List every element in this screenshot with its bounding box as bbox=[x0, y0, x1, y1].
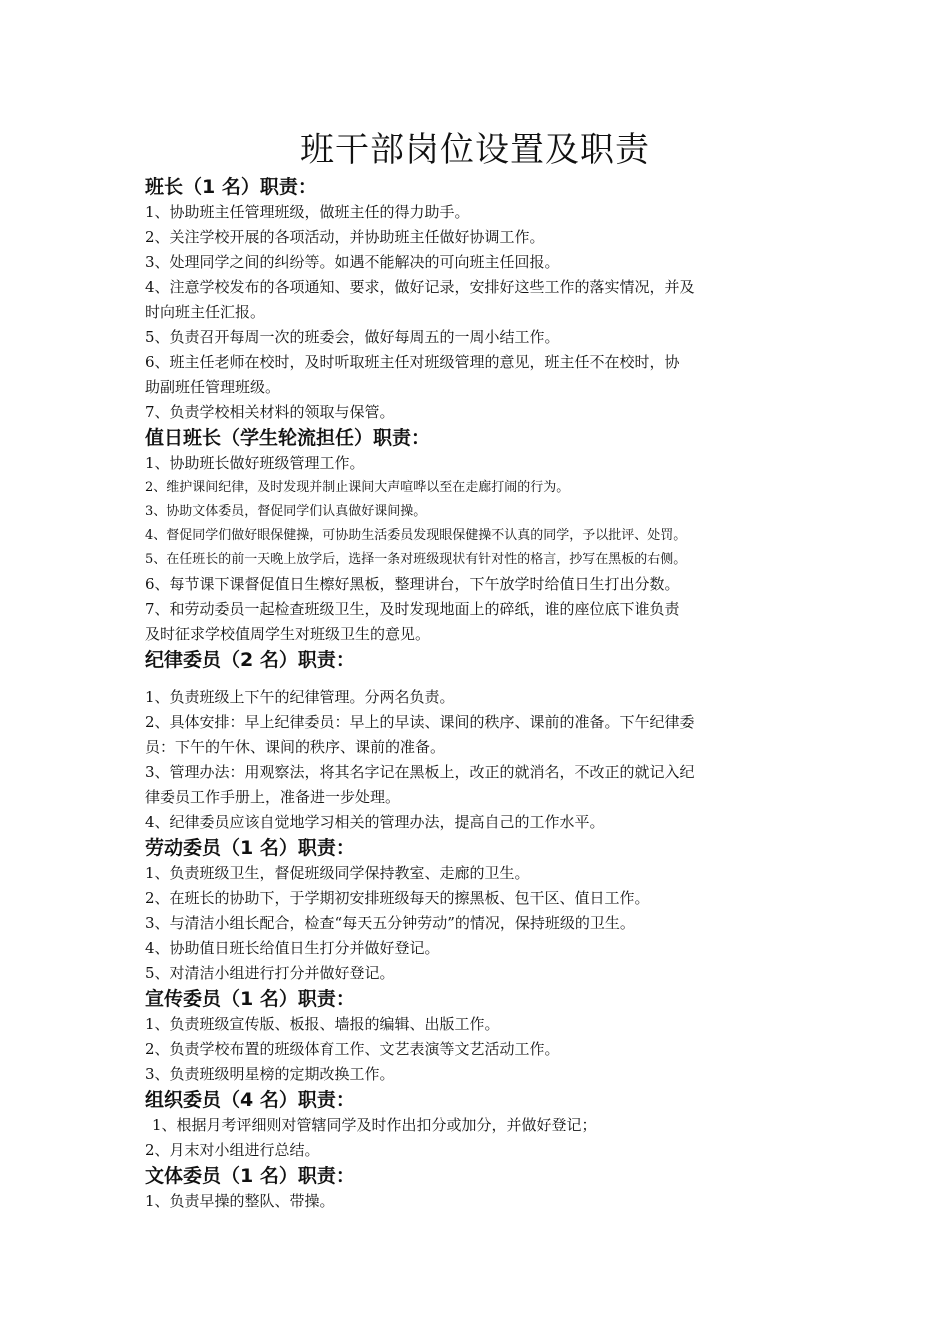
spacer bbox=[145, 673, 825, 685]
list-item: 5、在任班长的前一天晚上放学后，选择一条对班级现状有针对性的格言，抄写在黑板的右侧。 bbox=[145, 552, 687, 567]
list-item: 4、督促同学们做好眼保健操，可协助生活委员发现眼保健操不认真的同学，予以批评、处罚。 bbox=[145, 528, 687, 543]
section-heading-discipline: 纪律委员（2 名）职责： bbox=[145, 649, 355, 671]
list-item: 4、协助值日班长给值日生打分并做好登记。 bbox=[145, 939, 440, 957]
document-body bbox=[145, 174, 825, 1214]
list-item: 员：下午的午休、课间的秩序、课前的准备。 bbox=[145, 738, 446, 756]
list-item: 3、负责班级明星榜的定期改换工作。 bbox=[145, 1065, 395, 1083]
list-item: 6、班主任老师在校时，及时听取班主任对班级管理的意见，班主任不在校时，协 bbox=[145, 353, 680, 371]
section-heading-duty-monitor: 值日班长（学生轮流担任）职责： bbox=[145, 427, 431, 449]
list-item: 1、负责班级宣传版、板报、墙报的编辑、出版工作。 bbox=[145, 1015, 500, 1033]
list-item: 1、协助班长做好班级管理工作。 bbox=[145, 454, 365, 472]
list-item: 及时征求学校值周学生对班级卫生的意见。 bbox=[145, 625, 431, 643]
list-item: 3、处理同学之间的纠纷等。如遇不能解决的可向班主任回报。 bbox=[145, 253, 560, 271]
list-item: 2、负责学校布置的班级体育工作、文艺表演等文艺活动工作。 bbox=[145, 1040, 560, 1058]
list-item: 3、协助文体委员，督促同学们认真做好课间操。 bbox=[145, 504, 427, 519]
section-heading-labor: 劳动委员（1 名）职责： bbox=[145, 837, 355, 859]
list-item: 1、协助班主任管理班级，做班主任的得力助手。 bbox=[145, 203, 470, 221]
list-item: 2、具体安排：早上纪律委员：早上的早读、课间的秩序、课前的准备。下午纪律委 bbox=[145, 713, 695, 731]
list-item: 6、每节课下课督促值日生檫好黑板，整理讲台，下午放学时给值日生打出分数。 bbox=[145, 575, 680, 593]
list-item: 助副班任管理班级。 bbox=[145, 378, 281, 396]
list-item: 1、根据月考评细则对管辖同学及时作出扣分或加分，并做好登记； bbox=[152, 1116, 597, 1134]
list-item: 7、负责学校相关材料的领取与保管。 bbox=[145, 403, 395, 421]
list-item: 3、管理办法：用观察法，将其名字记在黑板上，改正的就消名，不改正的就记入纪 bbox=[145, 763, 695, 781]
list-item: 3、与清洁小组长配合，检查“每天五分钟劳动”的情况，保持班级的卫生。 bbox=[145, 914, 635, 932]
page-title: 班干部岗位设置及职责 bbox=[300, 130, 650, 170]
list-item: 1、负责班级上下午的纪律管理。分两名负责。 bbox=[145, 688, 455, 706]
list-item: 4、注意学校发布的各项通知、要求，做好记录，安排好这些工作的落实情况，并及 bbox=[145, 278, 695, 296]
list-item: 时向班主任汇报。 bbox=[145, 303, 266, 321]
list-item: 5、对清洁小组进行打分并做好登记。 bbox=[145, 964, 395, 982]
section-heading-organization: 组织委员（4 名）职责： bbox=[145, 1089, 355, 1111]
list-item: 2、维护课间纪律，及时发现并制止课间大声喧哗以至在走廊打闹的行为。 bbox=[145, 480, 570, 495]
list-item: 2、关注学校开展的各项活动，并协助班主任做好协调工作。 bbox=[145, 228, 545, 246]
section-heading-monitor: 班长（1 名）职责： bbox=[145, 176, 317, 198]
list-item: 4、纪律委员应该自觉地学习相关的管理办法，提高自己的工作水平。 bbox=[145, 813, 605, 831]
section-heading-publicity: 宣传委员（1 名）职责： bbox=[145, 988, 355, 1010]
list-item: 律委员工作手册上，准备进一步处理。 bbox=[145, 788, 401, 806]
section-heading-sports-arts: 文体委员（1 名）职责： bbox=[145, 1165, 355, 1187]
list-item: 1、负责班级卫生，督促班级同学保持教室、走廊的卫生。 bbox=[145, 864, 530, 882]
list-item: 1、负责早操的整队、带操。 bbox=[145, 1192, 335, 1210]
list-item: 5、负责召开每周一次的班委会，做好每周五的一周小结工作。 bbox=[145, 328, 560, 346]
list-item: 7、和劳动委员一起检查班级卫生，及时发现地面上的碎纸，谁的座位底下谁负责 bbox=[145, 600, 680, 618]
list-item: 2、月末对小组进行总结。 bbox=[145, 1141, 320, 1159]
list-item: 2、在班长的协助下，于学期初安排班级每天的擦黑板、包干区、值日工作。 bbox=[145, 889, 650, 907]
